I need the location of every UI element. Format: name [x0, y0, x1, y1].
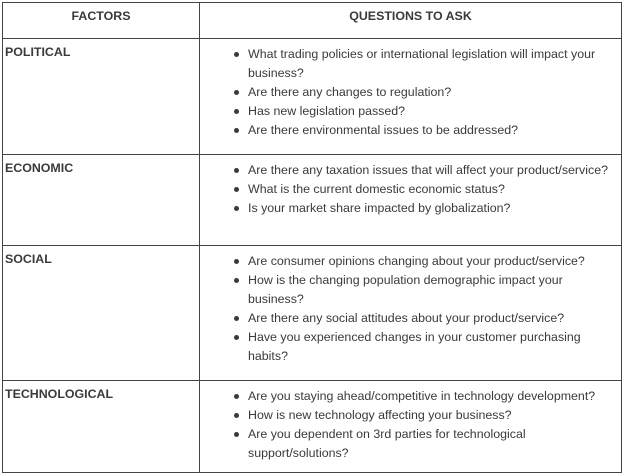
factor-economic: ECONOMIC [3, 155, 200, 246]
table-row-economic [3, 155, 622, 246]
question-item: Have you experienced changes in your customer purchasing habits? [248, 328, 621, 366]
question-item: How is the changing population demographic impact your business? [248, 271, 621, 309]
question-item: What is the current domestic economic status? [248, 180, 621, 199]
question-item: Are consumer opinions changing about your product/service? [248, 252, 621, 271]
questions-cell-economic [200, 155, 622, 246]
question-list [200, 381, 621, 463]
questions-cell-political [200, 39, 622, 155]
factor-technological: TECHNOLOGICAL [3, 381, 200, 473]
question-item: Are you staying ahead/competitive in technology development? [248, 387, 621, 406]
pest-analysis-table [2, 2, 622, 473]
table-row-social [3, 246, 622, 381]
question-item: Has new legislation passed? [248, 102, 621, 121]
factor-political: POLITICAL [3, 39, 200, 155]
questions-cell-social [200, 246, 622, 381]
question-item: Are there environmental issues to be addressed? [248, 121, 621, 140]
question-item: How is new technology affecting your business? [248, 406, 621, 425]
question-item: Are there any taxation issues that will affect your product/service? [248, 161, 621, 180]
question-item: What trading policies or international legislation will impact your business? [248, 45, 621, 83]
factor-social: SOCIAL [3, 246, 200, 381]
question-item: Is your market share impacted by globalization? [248, 199, 621, 218]
header-questions: QUESTIONS TO ASK [200, 3, 622, 39]
header-row [3, 3, 622, 39]
table-row-technological [3, 381, 622, 473]
question-item: Are there any changes to regulation? [248, 83, 621, 102]
header-factors: FACTORS [3, 3, 200, 39]
question-list [200, 246, 621, 366]
table-row-political [3, 39, 622, 155]
questions-cell-technological [200, 381, 622, 473]
question-item: Are there any social attitudes about your product/service? [248, 309, 621, 328]
question-list [200, 155, 621, 218]
question-list [200, 39, 621, 140]
question-item: Are you dependent on 3rd parties for technological support/solutions? [248, 425, 621, 463]
